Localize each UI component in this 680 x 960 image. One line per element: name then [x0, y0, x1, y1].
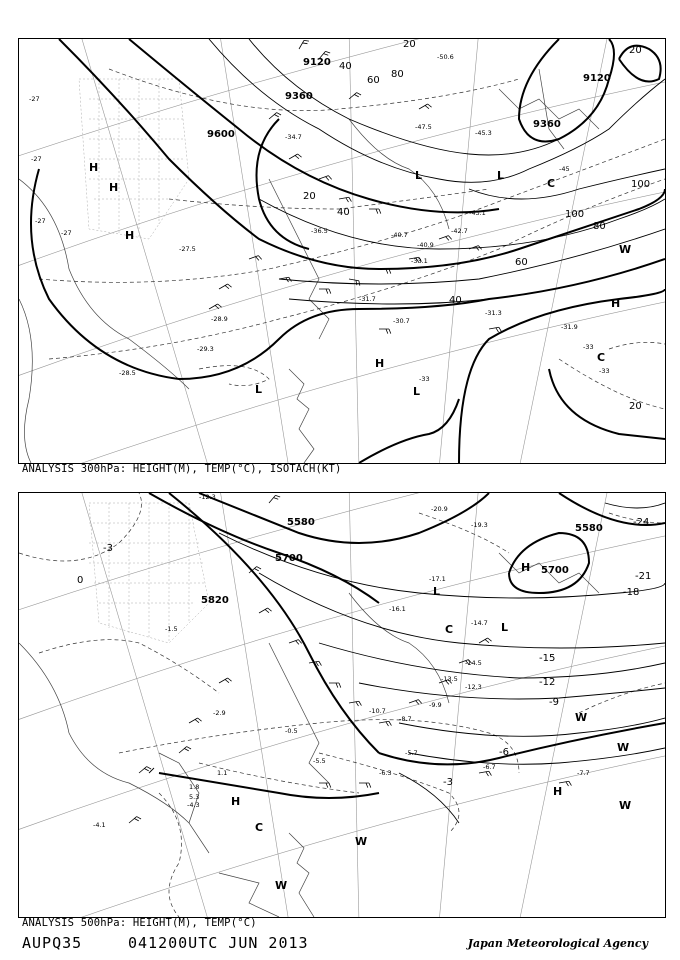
temp-label: -20.9	[431, 505, 448, 513]
map-panel-500hpa	[18, 492, 666, 918]
center-marker: W	[355, 835, 368, 848]
wind-barb	[369, 209, 381, 214]
center-marker: H	[89, 161, 99, 174]
temp-label: -27	[29, 95, 40, 103]
wind-barb	[289, 154, 302, 159]
center-marker: H	[231, 795, 241, 808]
center-marker: L	[415, 169, 423, 182]
isotach-label: 20	[403, 39, 416, 50]
temp-label: -45.3	[475, 129, 492, 137]
wind-barb	[269, 113, 281, 119]
temp-label: -33.1	[411, 257, 428, 265]
center-marker: H	[125, 229, 135, 242]
chart-id: AUPQ35	[22, 934, 83, 952]
temp-label: -30.7	[393, 317, 410, 325]
isotach-label: 60	[515, 257, 528, 268]
temp-label: -13.5	[441, 675, 458, 683]
isotach-label: 80	[593, 221, 606, 232]
isotherm-label: -15	[539, 653, 556, 664]
temp-label: -28.9	[211, 315, 228, 323]
temp-label: -10.7	[369, 707, 386, 715]
center-marker: W	[575, 711, 588, 724]
temp-label: -29.3	[197, 345, 214, 353]
temp-label: -33	[583, 343, 594, 351]
temp-label: -4.1	[93, 821, 106, 829]
temp-label: -19.3	[471, 521, 488, 529]
isotherm-label: -18	[623, 587, 640, 598]
center-marker: L	[255, 383, 263, 396]
isotherm-label: -6	[499, 747, 509, 758]
temp-label: -47.5	[415, 123, 432, 131]
temp-label: -1.5	[165, 625, 178, 633]
temp-label: -40.9	[417, 241, 434, 249]
isotach-label: 100	[565, 209, 585, 220]
temp-label: -31.7	[359, 295, 376, 303]
temp-label: -4.3	[187, 801, 200, 809]
isotherm-label: 0	[77, 575, 84, 586]
temp-label: -40.7	[391, 231, 408, 239]
caption-500hpa: ANALYSIS 500hPa: HEIGHT(M), TEMP(°C)	[22, 917, 257, 929]
isotherm-label: -24	[633, 517, 650, 528]
coastline	[19, 69, 599, 463]
wind-barb	[419, 104, 432, 109]
wind-barb	[129, 817, 141, 823]
height-label: 5820	[201, 595, 229, 606]
wind-barb	[219, 284, 232, 289]
wind-barb	[299, 40, 309, 49]
temp-label: -17.1	[429, 575, 446, 583]
center-marker: H	[109, 181, 119, 194]
center-marker: C	[255, 821, 264, 834]
center-marker: W	[275, 879, 288, 892]
isotherm-label: -12	[539, 677, 556, 688]
center-marker: H	[521, 561, 531, 574]
isotach-label: 20	[629, 401, 642, 412]
height-label: 5580	[287, 517, 315, 528]
temp-label: -28.5	[119, 369, 136, 377]
temp-label: -12.3	[199, 493, 216, 501]
height-label: 5700	[275, 553, 303, 564]
wind-barb	[269, 495, 280, 503]
graticule	[19, 493, 665, 917]
wind-barb	[319, 176, 332, 181]
temp-label: -50.6	[437, 53, 454, 61]
caption-300hpa: ANALYSIS 300hPa: HEIGHT(M), TEMP(°C), ISOTACH(KT)	[22, 463, 342, 475]
temp-label: -12.3	[465, 683, 482, 691]
temp-label: 5.3	[189, 793, 200, 801]
wind-barb	[329, 683, 341, 688]
wind-barb	[359, 783, 371, 788]
temp-label: -7.7	[577, 769, 590, 777]
height-labels	[207, 57, 611, 140]
isotach-label: 60	[367, 75, 380, 86]
center-marker: L	[413, 385, 421, 398]
center-marker: L	[433, 585, 441, 598]
temp-label: -27.5	[179, 245, 196, 253]
isotherm-label: -21	[635, 571, 652, 582]
height-label: 9120	[303, 57, 331, 68]
wind-barb	[439, 236, 452, 241]
wind-barb	[379, 329, 391, 334]
temp-label: -33	[599, 367, 610, 375]
isotach-label: 20	[629, 45, 642, 56]
wind-barb	[379, 721, 391, 726]
height-label: 5580	[575, 523, 603, 534]
temp-label: -45	[559, 165, 570, 173]
center-marker: C	[597, 351, 606, 364]
temp-label: -16.1	[389, 605, 406, 613]
temp-label: -27	[61, 229, 72, 237]
height-label: 9120	[583, 73, 611, 84]
temp-label: -42.7	[451, 227, 468, 235]
temp-label: -5.7	[405, 749, 418, 757]
temp-label: -27	[35, 217, 46, 225]
height-label: 9360	[285, 91, 313, 102]
temp-label: -31.3	[485, 309, 502, 317]
isotherm-label: -3	[443, 777, 453, 788]
wind-barb	[319, 783, 331, 788]
isotherm-label: -9	[549, 697, 559, 708]
wind-barb	[209, 304, 222, 309]
temp-label: -8.7	[399, 715, 412, 723]
temp-label: -2.9	[213, 709, 226, 717]
temp-label: -34.7	[285, 133, 302, 141]
center-marker: W	[619, 243, 632, 256]
temp-label: -14.5	[465, 659, 482, 667]
wind-barb	[479, 638, 492, 643]
wind-barb	[139, 767, 151, 773]
wind-barb	[479, 771, 491, 776]
center-marker: C	[445, 623, 454, 636]
temp-label: -31.9	[561, 323, 578, 331]
temp-label: -9.9	[429, 701, 442, 709]
graticule	[19, 39, 665, 463]
temp-label: -36.5	[311, 227, 328, 235]
temp-label: -0.5	[285, 727, 298, 735]
wind-barb	[339, 197, 351, 202]
temp-label: -43.1	[469, 209, 486, 217]
wind-barb	[179, 747, 191, 753]
chart-300hpa	[19, 39, 665, 463]
wind-barb	[289, 640, 302, 645]
map-panel-300hpa	[18, 38, 666, 464]
temp-label: -33	[419, 375, 430, 383]
valid-time: 041200UTC JUN 2013	[128, 934, 309, 952]
center-marker: W	[619, 799, 632, 812]
height-label: 9360	[533, 119, 561, 130]
isotach-label: 40	[339, 61, 352, 72]
center-marker: L	[501, 621, 509, 634]
wind-barb	[189, 718, 202, 723]
wind-barb	[259, 608, 272, 613]
agency-name: Japan Meteorological Agency	[467, 937, 648, 950]
center-marker: H	[553, 785, 563, 798]
temp-label: 1.8	[189, 783, 200, 791]
isotach-label: 100	[631, 179, 651, 190]
wind-barb	[489, 327, 501, 332]
wind-barb	[319, 289, 331, 294]
center-marker: C	[547, 177, 556, 190]
height-label: 5700	[541, 565, 569, 576]
wind-barb	[349, 279, 360, 286]
isotach-label: 40	[337, 207, 350, 218]
isotach-label: 80	[391, 69, 404, 80]
isotherm-label: -3	[103, 543, 113, 554]
height-label: 9600	[207, 129, 235, 140]
temp-label: -5.5	[313, 757, 326, 765]
stipple-region	[89, 503, 209, 643]
chart-500hpa	[19, 493, 665, 917]
temp-label: -6.3	[379, 769, 392, 777]
temp-label: 1.1	[217, 769, 228, 777]
isotach-label: 40	[449, 295, 462, 306]
wind-barb	[219, 678, 232, 683]
isotherms	[19, 493, 665, 917]
isotach-label: 20	[303, 191, 316, 202]
center-marker: H	[611, 297, 621, 310]
temp-label: -6.7	[483, 763, 496, 771]
center-marker: L	[497, 169, 505, 182]
center-marker: W	[617, 741, 630, 754]
temp-label: -27	[31, 155, 42, 163]
temp-label: -14.7	[471, 619, 488, 627]
wind-barb	[409, 700, 422, 705]
wind-barb	[349, 701, 361, 706]
center-marker: H	[375, 357, 385, 370]
